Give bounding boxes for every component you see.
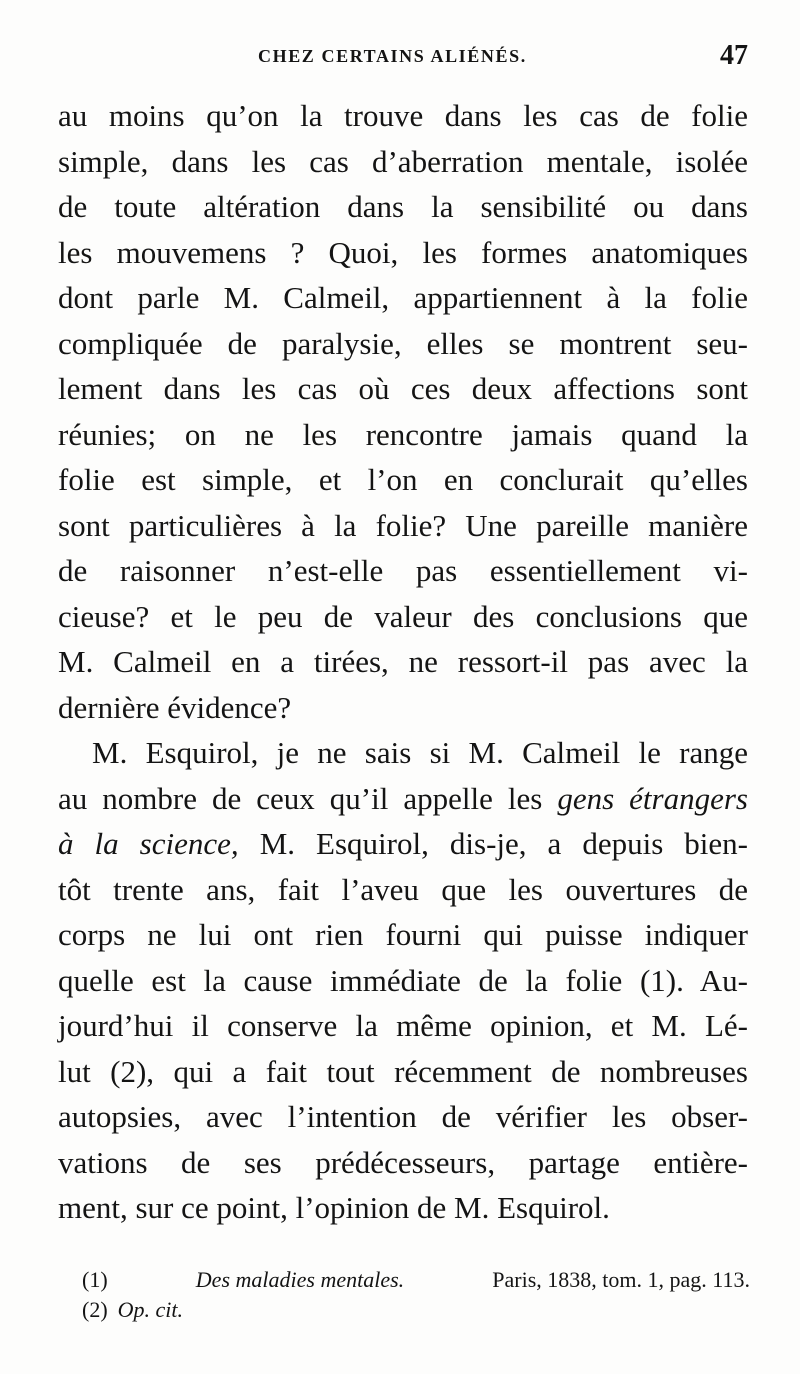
text-line: cieuse? et le peu de valeur des conclusions que [58,598,748,634]
text-line: corps ne lui ont rien fourni qui puisse indiquer [58,917,748,952]
text-line: jourd’hui il conserve la même opinion, et M. Lé- [58,1008,748,1043]
footnote-citation: Paris, 1838, tom. 1, pag. 113. [492,1267,750,1292]
text-line: lut (2), qui a fait tout récemment de nombreuses [58,1053,748,1089]
text-line [58,821,748,867]
text-line: compliquée de paralysie, elles se montrent seu- [58,325,748,361]
text-line: au moins qu’on la trouve dans les cas de folie [58,98,748,133]
text-line: les mouvemens ? Quoi, les formes anatomiques [58,234,748,270]
text-line: ment, sur ce point, l’opinion de M. Esquirol. [58,1190,610,1225]
footnote-mark: (2) [82,1297,108,1322]
running-head [58,40,748,72]
text-line: de toute altération dans la sensibilité ou dans [58,189,748,224]
text-line: dont parle M. Calmeil, appartiennent à la folie [58,280,748,315]
footnote-title: Op. cit. [117,1297,184,1322]
paragraph-2 [58,730,748,1231]
footnote-1 [82,1265,750,1295]
text-segment: M. Esquirol, dis-je, a depuis bien- [259,826,749,861]
text-line: tôt trente ans, fait l’aveu que les ouvertures de [58,871,748,907]
footnote-title: Des maladies mentales. [195,1267,405,1292]
text-line: sont particulières à la folie? Une pareille manière [58,507,748,543]
footnotes [82,1265,750,1325]
running-title: CHEZ CERTAINS ALIÉNÉS. [258,46,527,66]
text-line: M. Calmeil en a tirées, ne ressort-il pas avec la [58,644,748,679]
paragraph-1 [58,93,748,730]
text-line: réunies; on ne les rencontre jamais quand la [58,416,748,452]
footnote-mark: (1) [82,1267,108,1292]
text-line: lement dans les cas où ces deux affections sont [58,371,748,406]
text-line: simple, dans les cas d’aberration mentale, isolée [58,143,748,179]
text-line: vations de ses prédécesseurs, partage entière- [58,1144,748,1180]
text-line: dernière évidence? [58,689,292,725]
text-line: folie est simple, et l’on en conclurait qu’elles [58,462,748,497]
text-line: de raisonner n’est-elle pas essentiellement vi- [58,553,748,588]
text-line [58,776,748,822]
italic-phrase: gens étrangers [557,780,748,816]
body-text [58,93,748,1231]
italic-phrase: à la science, [58,826,239,861]
page-number: 47 [720,40,748,71]
text-line: M. Esquirol, je ne sais si M. Calmeil le range [92,735,748,770]
text-line: autopsies, avec l’intention de vérifier les obser- [58,1099,748,1134]
text-line: quelle est la cause immédiate de la folie (1). Au- [58,962,748,998]
text-segment: au nombre de ceux qu’il appelle les [58,780,543,816]
footnote-2 [82,1295,750,1325]
